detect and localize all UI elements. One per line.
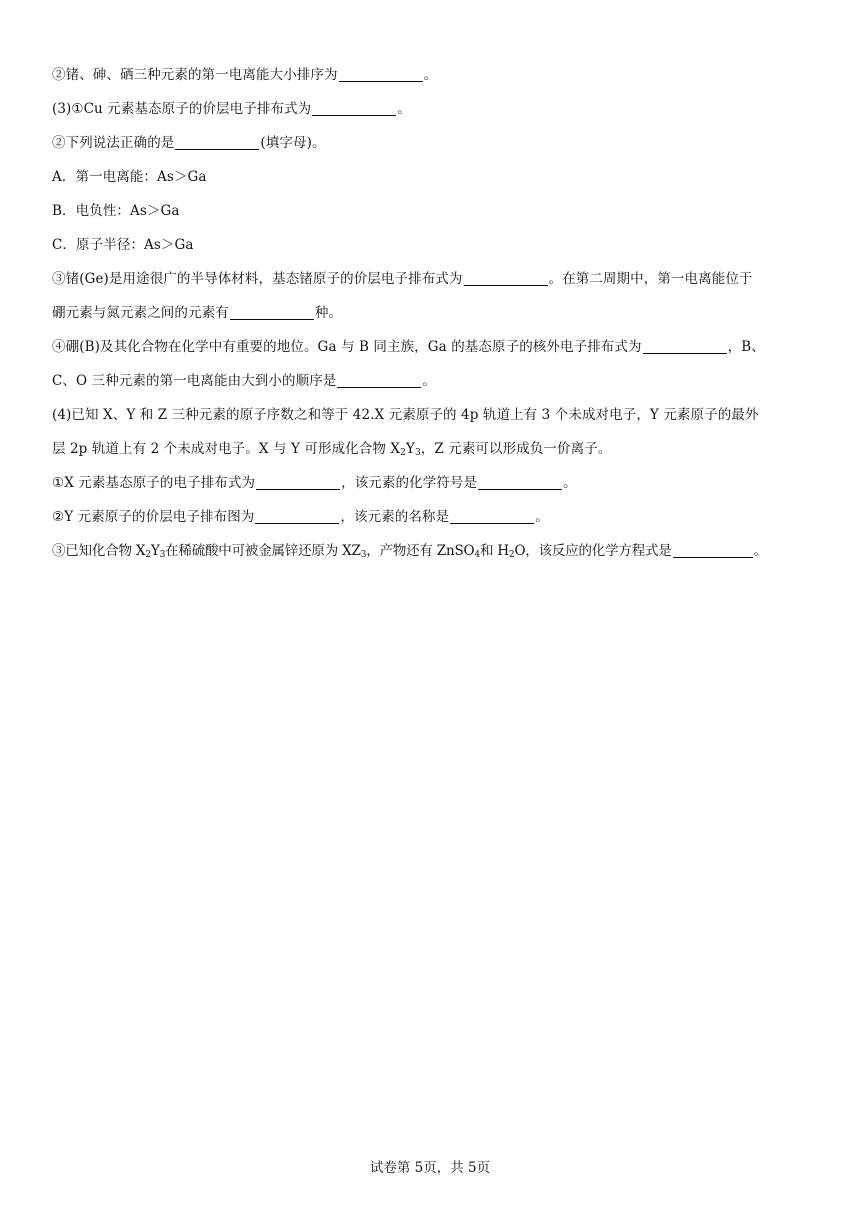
page-footer: 试卷第 5页，共 5页	[369, 1160, 491, 1176]
answer-blank[interactable]	[478, 475, 562, 490]
text-line: ②锗、砷、硒三种元素的第一电离能大小排序为 。	[52, 67, 438, 83]
text-line: ②Y 元素原子的价层电子排布图为 ，该元素的名称是 。	[52, 509, 549, 525]
answer-blank[interactable]	[464, 271, 548, 286]
answer-blank[interactable]	[673, 543, 753, 558]
text-line: ③已知化合物 $X_2Y_3$在稀硫酸中可被金属锌还原为 $XZ_3$，产物还有 ZnSO$_4$和 $H_2O$，该反应的化学方程式是 。	[52, 543, 767, 560]
text-line: ②下列说法正确的是 (填字母)。	[52, 135, 326, 151]
text-line: C、O 三种元素的第一电离能由大到小的顺序是 。	[52, 373, 436, 389]
text-line: ④硼(B)及其化合物在化学中有重要的地位。Ga 与 B 同主族，Ga 的基态原子的核外电子排布式为 ，B、	[52, 339, 765, 355]
text-line: ③锗(Ge)是用途很广的半导体材料，基态锗原子的价层电子排布式为 。在第二周期中，第一电离能位于	[52, 271, 753, 287]
text-line: (3)①Cu 元素基态原子的价层电子排布式为 。	[52, 101, 411, 117]
answer-blank[interactable]	[230, 305, 314, 320]
text-line: 层 2p 轨道上有 2 个未成对电子。X 与 Y 可形成化合物 $X_2Y_3$，Z 元素可以形成负一价离子。	[52, 441, 612, 458]
option-c: C．原子半径：As＞Ga	[52, 237, 194, 253]
answer-blank[interactable]	[312, 101, 396, 116]
question-content	[52, 58, 822, 568]
answer-blank[interactable]	[175, 135, 259, 150]
option-b: B．电负性：As＞Ga	[52, 203, 180, 219]
answer-blank[interactable]	[255, 509, 339, 524]
option-a: A．第一电离能：As＞Ga	[52, 169, 207, 185]
text-line: (4)已知 X、Y 和 Z 三种元素的原子序数之和等于 42.X 元素原子的 4p 轨道上有 3 个未成对电子，Y 元素原子的最外	[52, 407, 759, 423]
answer-blank[interactable]	[337, 373, 421, 388]
answer-blank[interactable]	[643, 339, 727, 354]
answer-blank[interactable]	[339, 67, 423, 82]
answer-blank[interactable]	[256, 475, 340, 490]
text-line: 硼元素与氮元素之间的元素有 种。	[52, 305, 343, 321]
answer-blank[interactable]	[450, 509, 534, 524]
text-line: ①X 元素基态原子的电子排布式为 ，该元素的化学符号是 。	[52, 475, 577, 491]
